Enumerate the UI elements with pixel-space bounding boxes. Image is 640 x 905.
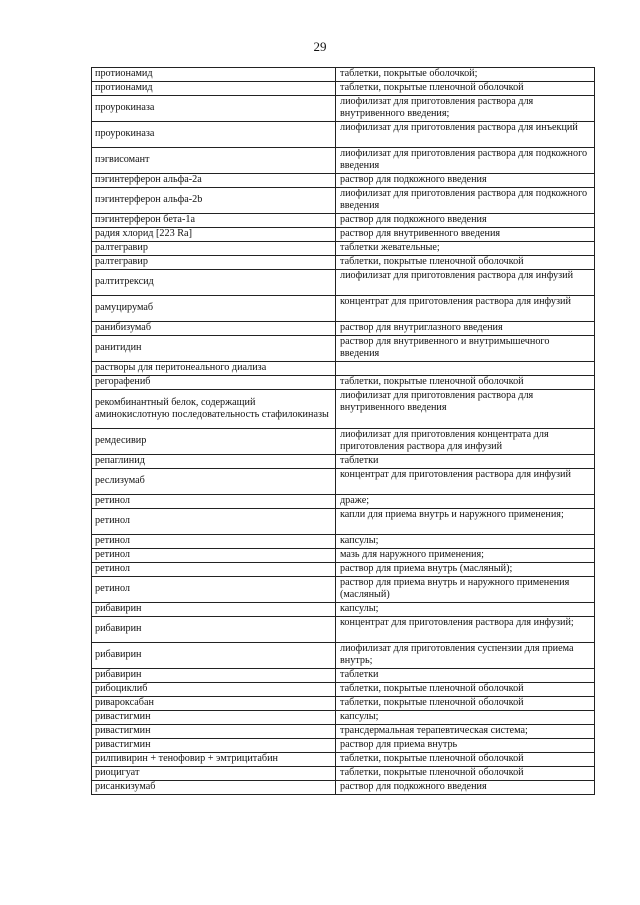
dosage-form-cell: капсулы; [336,603,595,617]
dosage-form-cell: лиофилизат для приготовления раствора для подкожного введения [336,188,595,214]
table-row [92,603,595,617]
drug-name-cell: регорафениб [92,376,336,390]
dosage-form-cell: лиофилизат для приготовления раствора для инфузий [336,270,595,296]
table-row [92,669,595,683]
table-row [92,242,595,256]
dosage-form-cell: лиофилизат для приготовления раствора для внутривенного введения [336,390,595,429]
drug-name-cell: рибоциклиб [92,683,336,697]
drug-name-cell: ралтегравир [92,256,336,270]
drug-name-cell: радия хлорид [223 Ra] [92,228,336,242]
dosage-form-cell: лиофилизат для приготовления раствора для инъекций [336,122,595,148]
table-row [92,617,595,643]
dosage-form-cell: капсулы; [336,711,595,725]
drug-name-cell: рамуцирумаб [92,296,336,322]
table-row [92,256,595,270]
dosage-form-cell: мазь для наружного применения; [336,549,595,563]
drug-name-cell: риоцигуат [92,767,336,781]
drug-table-body [92,68,595,795]
table-row [92,214,595,228]
table-row [92,563,595,577]
table-row [92,577,595,603]
drug-name-cell: ралтитрексид [92,270,336,296]
table-row [92,469,595,495]
drug-name-cell: проурокиназа [92,96,336,122]
drug-name-cell: рибавирин [92,643,336,669]
table-row [92,174,595,188]
dosage-form-cell: лиофилизат для приготовления раствора для подкожного введения [336,148,595,174]
table-row [92,753,595,767]
drug-name-cell: пэгинтерферон альфа-2a [92,174,336,188]
drug-name-cell: растворы для перитонеального диализа [92,362,336,376]
table-row [92,643,595,669]
table-row [92,322,595,336]
dosage-form-cell: раствор для приема внутрь (масляный); [336,563,595,577]
dosage-form-cell: лиофилизат для приготовления суспензии для приема внутрь; [336,643,595,669]
drug-name-cell: репаглинид [92,455,336,469]
dosage-form-cell: таблетки жевательные; [336,242,595,256]
dosage-form-cell: раствор для подкожного введения [336,214,595,228]
table-row [92,725,595,739]
table-row [92,148,595,174]
drug-name-cell: ралтегравир [92,242,336,256]
drug-table [91,67,595,795]
drug-name-cell: рилпивирин + тенофовир + эмтрицитабин [92,753,336,767]
drug-name-cell: ривастигмин [92,711,336,725]
drug-name-cell: ретинол [92,563,336,577]
table-row [92,781,595,795]
table-row [92,270,595,296]
drug-name-cell: рибавирин [92,603,336,617]
table-row [92,68,595,82]
drug-name-cell: ретинол [92,509,336,535]
dosage-form-cell: таблетки, покрытые пленочной оболочкой [336,683,595,697]
dosage-form-cell: концентрат для приготовления раствора для инфузий; [336,617,595,643]
dosage-form-cell: раствор для подкожного введения [336,781,595,795]
drug-name-cell: ремдесивир [92,429,336,455]
dosage-form-cell: раствор для внутривенного введения [336,228,595,242]
dosage-form-cell: раствор для внутривенного и внутримышечного введения [336,336,595,362]
table-row [92,739,595,753]
table-row [92,336,595,362]
table-row [92,711,595,725]
table-row [92,390,595,429]
drug-name-cell: ретинол [92,577,336,603]
dosage-form-cell: лиофилизат для приготовления концентрата для приготовления раствора для инфузий [336,429,595,455]
table-row [92,767,595,781]
dosage-form-cell: таблетки, покрытые пленочной оболочкой [336,753,595,767]
dosage-form-cell: капли для приема внутрь и наружного применения; [336,509,595,535]
table-row [92,376,595,390]
table-row [92,188,595,214]
dosage-form-cell: раствор для приема внутрь [336,739,595,753]
drug-name-cell: рибавирин [92,617,336,643]
dosage-form-cell: таблетки, покрытые пленочной оболочкой [336,767,595,781]
dosage-form-cell: капсулы; [336,535,595,549]
dosage-form-cell: лиофилизат для приготовления раствора для внутривенного введения; [336,96,595,122]
drug-name-cell: рибавирин [92,669,336,683]
drug-name-cell: ривастигмин [92,739,336,753]
drug-name-cell: ретинол [92,549,336,563]
drug-name-cell: протионамид [92,82,336,96]
dosage-form-cell: таблетки, покрытые пленочной оболочкой [336,256,595,270]
dosage-form-cell: таблетки, покрытые оболочкой; [336,68,595,82]
drug-name-cell: рисанкизумаб [92,781,336,795]
table-row [92,122,595,148]
drug-name-cell: ретинол [92,535,336,549]
dosage-form-cell: раствор для подкожного введения [336,174,595,188]
drug-name-cell: ривастигмин [92,725,336,739]
dosage-form-cell: концентрат для приготовления раствора для инфузий [336,469,595,495]
dosage-form-cell: концентрат для приготовления раствора для инфузий [336,296,595,322]
dosage-form-cell: раствор для приема внутрь и наружного применения (масляный) [336,577,595,603]
dosage-form-cell: таблетки, покрытые пленочной оболочкой [336,82,595,96]
drug-name-cell: ривароксабан [92,697,336,711]
table-row [92,697,595,711]
drug-name-cell: ретинол [92,495,336,509]
dosage-form-cell: драже; [336,495,595,509]
drug-name-cell: проурокиназа [92,122,336,148]
table-row [92,683,595,697]
table-row [92,549,595,563]
dosage-form-cell: трансдермальная терапевтическая система; [336,725,595,739]
table-row [92,455,595,469]
drug-name-cell: ранибизумаб [92,322,336,336]
drug-name-cell: протионамид [92,68,336,82]
table-row [92,228,595,242]
dosage-form-cell: таблетки, покрытые пленочной оболочкой [336,376,595,390]
table-row [92,535,595,549]
dosage-form-cell: таблетки [336,455,595,469]
dosage-form-cell [336,362,595,376]
page-number: 29 [313,39,327,54]
dosage-form-cell: таблетки, покрытые пленочной оболочкой [336,697,595,711]
table-row [92,429,595,455]
drug-name-cell: реслизумаб [92,469,336,495]
drug-name-cell: пэгинтерферон альфа-2b [92,188,336,214]
drug-name-cell: ранитидин [92,336,336,362]
drug-name-cell: пэгвисомант [92,148,336,174]
table-row [92,362,595,376]
drug-name-cell: пэгинтерферон бета-1a [92,214,336,228]
drug-name-cell: рекомбинантный белок, содержащий аминокислотную последовательность стафилокиназы [92,390,336,429]
dosage-form-cell: таблетки [336,669,595,683]
table-row [92,96,595,122]
dosage-form-cell: раствор для внутриглазного введения [336,322,595,336]
table-row [92,296,595,322]
table-row [92,509,595,535]
table-row [92,82,595,96]
table-row [92,495,595,509]
